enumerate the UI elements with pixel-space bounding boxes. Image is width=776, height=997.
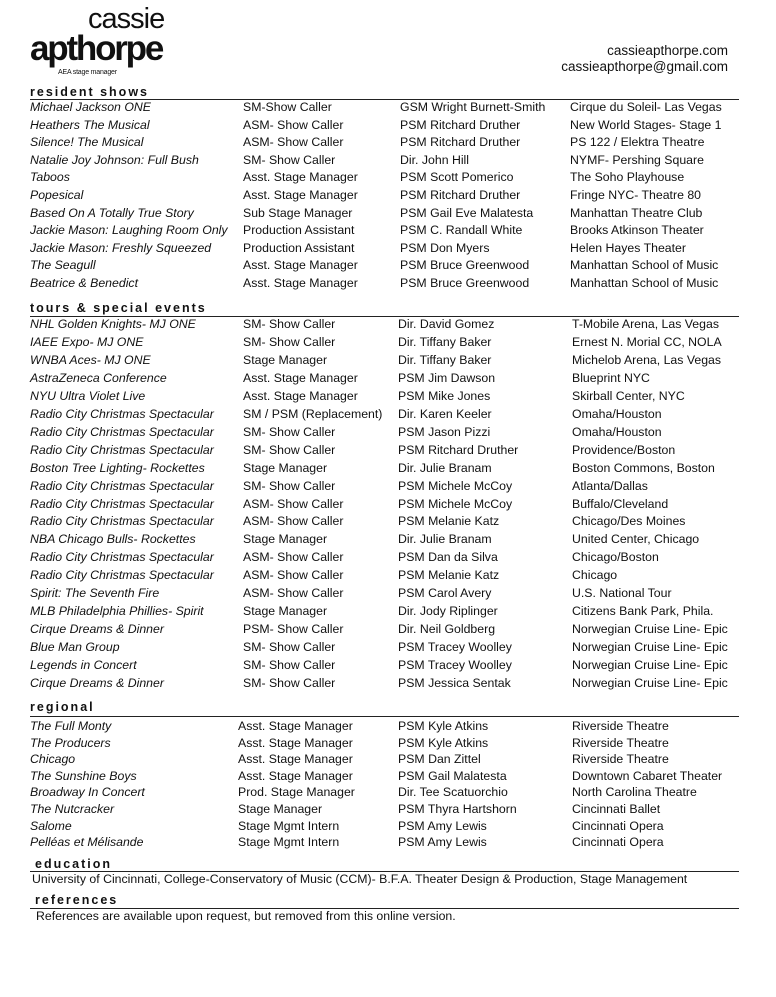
show-title: Radio City Christmas Spectacular [30, 406, 214, 421]
venue: Michelob Arena, Las Vegas [572, 352, 722, 367]
section-divider [30, 716, 739, 717]
table-row [30, 585, 739, 603]
show-title: NHL Golden Knights- MJ ONE [30, 317, 196, 331]
supervisor: Dir. John Hill [400, 152, 470, 167]
table-row [30, 801, 739, 819]
supervisor: GSM Wright Burnett-Smith [400, 100, 546, 114]
position: SM- Show Caller [243, 152, 336, 167]
education-text: University of Cincinnati, College-Conservatory of Music (CCM)- B.F.A. Theater Design & Production, Stage Management [32, 872, 688, 886]
show-title: NYU Ultra Violet Live [30, 388, 146, 403]
show-title: Jackie Mason: Freshly Squeezed [30, 240, 212, 255]
position: SM-Show Caller [243, 100, 332, 114]
supervisor: PSM Jessica Sentak [398, 676, 511, 690]
venue: Norwegian Cruise Line- Epic [572, 640, 728, 655]
supervisor: PSM Ritchard Druther [400, 117, 521, 132]
table-row [30, 187, 739, 205]
venue: U.S. National Tour [572, 586, 672, 601]
position: Stage Manager [243, 604, 328, 619]
show-title: Blue Man Group [30, 640, 120, 655]
venue: Manhattan School of Music [570, 258, 719, 273]
show-title: Popesical [30, 188, 84, 202]
show-title: Silence! The Musical [30, 135, 144, 150]
website-link[interactable]: cassieapthorpe.com [607, 43, 728, 58]
supervisor: Dir. David Gomez [398, 317, 495, 331]
table-row [30, 718, 739, 736]
table-row [30, 549, 739, 567]
venue: Cincinnati Ballet [572, 802, 661, 816]
venue: Cirque du Soleil- Las Vegas [570, 100, 722, 114]
venue: Norwegian Cruise Line- Epic [572, 658, 728, 673]
logo-first-name: cassie [88, 3, 165, 35]
position: PSM- Show Caller [243, 622, 344, 637]
supervisor: PSM C. Randall White [400, 223, 523, 238]
supervisor: PSM Melanie Katz [398, 514, 500, 529]
show-title: NBA Chicago Bulls- Rockettes [30, 532, 196, 547]
venue: Riverside Theatre [572, 752, 669, 767]
table-row [30, 567, 739, 585]
section-title-regional: regional [30, 700, 95, 714]
table-row [30, 316, 739, 334]
supervisor: Dir. Karen Keeler [398, 406, 492, 421]
table-row [30, 834, 739, 852]
venue: Fringe NYC- Theatre 80 [570, 188, 701, 202]
section-title-resident: resident shows [30, 85, 149, 99]
position: ASM- Show Caller [243, 568, 344, 583]
position: SM- Show Caller [243, 442, 336, 457]
position: SM- Show Caller [243, 676, 336, 690]
position: Asst. Stage Manager [243, 370, 358, 385]
show-title: The Nutcracker [30, 802, 115, 816]
supervisor: PSM Mike Jones [398, 388, 491, 403]
table-row [30, 222, 739, 240]
venue: Cincinnati Opera [572, 818, 664, 833]
position: Stage Mgmt Intern [238, 835, 340, 850]
contact-info [561, 43, 728, 75]
venue: Atlanta/Dallas [572, 478, 648, 493]
show-title: Radio City Christmas Spectacular [30, 550, 214, 565]
show-title: Radio City Christmas Spectacular [30, 514, 214, 529]
position: ASM- Show Caller [243, 496, 344, 511]
venue: Chicago/Boston [572, 550, 659, 565]
supervisor: Dir. Jody Riplinger [398, 604, 498, 619]
position: ASM- Show Caller [243, 586, 344, 601]
position: Prod. Stage Manager [238, 785, 355, 800]
position: SM- Show Caller [243, 317, 336, 331]
venue: Riverside Theatre [572, 719, 669, 733]
venue: Buffalo/Cleveland [572, 496, 669, 511]
supervisor: PSM Ritchard Druther [398, 442, 519, 457]
table-row [30, 751, 739, 769]
table-row [30, 388, 739, 406]
show-title: WNBA Aces- MJ ONE [30, 352, 151, 367]
show-title: AstraZeneca Conference [30, 370, 167, 385]
table-row [30, 370, 739, 388]
table-row [30, 513, 739, 531]
table-row [30, 639, 739, 657]
position: Asst. Stage Manager [243, 170, 358, 185]
show-title: Taboos [30, 170, 70, 185]
section-title-education: education [35, 857, 113, 871]
position: SM- Show Caller [243, 334, 336, 349]
venue: Blueprint NYC [572, 370, 650, 385]
table-row [30, 240, 739, 258]
supervisor: PSM Gail Eve Malatesta [400, 205, 534, 220]
table-row [30, 205, 739, 223]
supervisor: Dir. Tiffany Baker [398, 334, 492, 349]
section-title-tours: tours & special events [30, 301, 207, 315]
supervisor: PSM Tracey Woolley [398, 658, 512, 673]
supervisor: PSM Jason Pizzi [398, 424, 491, 439]
supervisor: PSM Bruce Greenwood [400, 276, 530, 290]
venue: New World Stages- Stage 1 [570, 117, 722, 132]
show-title: Salome [30, 818, 72, 833]
show-title: The Full Monty [30, 719, 112, 733]
show-title: MLB Philadelphia Phillies- Spirit [30, 604, 204, 619]
venue: Boston Commons, Boston [572, 460, 715, 475]
table-row [30, 496, 739, 514]
supervisor: PSM Tracey Woolley [398, 640, 512, 655]
show-title: Pelléas et Mélisande [30, 835, 144, 850]
show-title: Beatrice & Benedict [30, 276, 139, 290]
table-row [30, 478, 739, 496]
show-title: The Sunshine Boys [30, 768, 137, 783]
table-row [30, 169, 739, 187]
venue: NYMF- Pershing Square [570, 152, 704, 167]
show-title: Jackie Mason: Laughing Room Only [30, 223, 228, 238]
supervisor: Dir. Julie Branam [398, 532, 492, 547]
venue: Skirball Center, NYC [572, 388, 685, 403]
table-row [30, 621, 739, 639]
show-title: Legends in Concert [30, 658, 137, 673]
supervisor: PSM Ritchard Druther [400, 135, 521, 150]
venue: Brooks Atkinson Theater [570, 223, 704, 238]
supervisor: Dir. Tiffany Baker [398, 352, 492, 367]
table-row [30, 99, 739, 117]
position: Asst. Stage Manager [243, 258, 358, 273]
venue: United Center, Chicago [572, 532, 700, 547]
table-row [30, 768, 739, 786]
supervisor: PSM Don Myers [400, 240, 490, 255]
position: Asst. Stage Manager [243, 388, 358, 403]
show-title: Chicago [30, 752, 76, 767]
venue: Cincinnati Opera [572, 835, 664, 850]
supervisor: PSM Michele McCoy [398, 478, 513, 493]
show-title: Natalie Joy Johnson: Full Bush [30, 152, 199, 167]
venue: The Soho Playhouse [570, 170, 685, 185]
position: Production Assistant [243, 223, 355, 238]
show-title: The Producers [30, 735, 111, 750]
table-row [30, 152, 739, 170]
show-title: Radio City Christmas Spectacular [30, 442, 214, 457]
venue: Riverside Theatre [572, 735, 669, 750]
position: Stage Manager [243, 460, 328, 475]
table-row [30, 603, 739, 621]
supervisor: PSM Dan da Silva [398, 550, 498, 565]
table-row [30, 460, 739, 478]
table-row [30, 424, 739, 442]
venue: Citizens Bank Park, Phila. [572, 604, 714, 619]
position: Asst. Stage Manager [238, 719, 353, 733]
position: Production Assistant [243, 240, 355, 255]
venue: Omaha/Houston [572, 406, 662, 421]
logo-tagline: AEA stage manager [58, 69, 117, 76]
venue: Norwegian Cruise Line- Epic [572, 676, 728, 690]
venue: Providence/Boston [572, 442, 676, 457]
supervisor: Dir. Tee Scatuorchio [398, 785, 508, 800]
position: ASM- Show Caller [243, 135, 344, 150]
table-row [30, 134, 739, 152]
supervisor: PSM Amy Lewis [398, 835, 487, 850]
supervisor: PSM Michele McCoy [398, 496, 513, 511]
show-title: Based On A Totally True Story [30, 205, 194, 220]
venue: PS 122 / Elektra Theatre [570, 135, 705, 150]
show-title: Cirque Dreams & Dinner [30, 676, 164, 690]
position: SM- Show Caller [243, 478, 336, 493]
venue: T-Mobile Arena, Las Vegas [572, 317, 719, 331]
supervisor: PSM Thyra Hartshorn [398, 802, 517, 816]
show-title: Cirque Dreams & Dinner [30, 622, 164, 637]
table-row [30, 406, 739, 424]
references-text: References are available upon request, but removed from this online version. [36, 909, 456, 923]
supervisor: PSM Melanie Katz [398, 568, 500, 583]
table-row [30, 531, 739, 549]
position: SM- Show Caller [243, 424, 336, 439]
show-title: Radio City Christmas Spectacular [30, 496, 214, 511]
position: Stage Manager [238, 802, 323, 816]
position: Asst. Stage Manager [243, 188, 358, 202]
position: Stage Mgmt Intern [238, 818, 340, 833]
show-title: Radio City Christmas Spectacular [30, 478, 214, 493]
logo [30, 4, 180, 84]
position: Sub Stage Manager [243, 205, 353, 220]
venue: Chicago/Des Moines [572, 514, 686, 529]
table-row [30, 442, 739, 460]
show-title: The Seagull [30, 258, 96, 273]
position: Asst. Stage Manager [243, 276, 358, 290]
venue: Norwegian Cruise Line- Epic [572, 622, 728, 637]
venue: Helen Hayes Theater [570, 240, 686, 255]
supervisor: PSM Kyle Atkins [398, 735, 489, 750]
venue: Chicago [572, 568, 618, 583]
supervisor: PSM Bruce Greenwood [400, 258, 530, 273]
venue: Omaha/Houston [572, 424, 662, 439]
table-row [30, 257, 739, 275]
supervisor: PSM Jim Dawson [398, 370, 496, 385]
table-row [30, 675, 739, 693]
email-link[interactable]: cassieapthorpe@gmail.com [561, 59, 728, 74]
supervisor: PSM Dan Zittel [398, 752, 481, 767]
show-title: Michael Jackson ONE [30, 100, 151, 114]
table-row [30, 784, 739, 802]
show-title: Spirit: The Seventh Fire [30, 586, 160, 601]
show-title: Radio City Christmas Spectacular [30, 568, 214, 583]
table-row [30, 657, 739, 675]
position: SM- Show Caller [243, 640, 336, 655]
supervisor: PSM Gail Malatesta [398, 768, 507, 783]
venue: North Carolina Theatre [572, 785, 697, 800]
supervisor: PSM Scott Pomerico [400, 170, 514, 185]
show-title: Boston Tree Lighting- Rockettes [30, 460, 205, 475]
show-title: IAEE Expo- MJ ONE [30, 334, 144, 349]
table-row [30, 117, 739, 135]
show-title: Broadway In Concert [30, 785, 145, 800]
table-row [30, 334, 739, 352]
venue: Manhattan School of Music [570, 276, 719, 290]
position: Stage Manager [243, 352, 328, 367]
venue: Manhattan Theatre Club [570, 205, 703, 220]
table-row [30, 818, 739, 836]
supervisor: PSM Carol Avery [398, 586, 492, 601]
table-row [30, 735, 739, 753]
position: Stage Manager [243, 532, 328, 547]
section-title-references: references [35, 893, 119, 907]
supervisor: Dir. Julie Branam [398, 460, 492, 475]
supervisor: PSM Ritchard Druther [400, 188, 521, 202]
supervisor: Dir. Neil Goldberg [398, 622, 496, 637]
position: ASM- Show Caller [243, 514, 344, 529]
position: Asst. Stage Manager [238, 735, 353, 750]
position: ASM- Show Caller [243, 117, 344, 132]
show-title: Radio City Christmas Spectacular [30, 424, 214, 439]
position: Asst. Stage Manager [238, 752, 353, 767]
position: SM / PSM (Replacement) [243, 406, 383, 421]
position: ASM- Show Caller [243, 550, 344, 565]
position: SM- Show Caller [243, 658, 336, 673]
venue: Downtown Cabaret Theater [572, 768, 723, 783]
supervisor: PSM Kyle Atkins [398, 719, 489, 733]
logo-last-name: apthorpe [30, 29, 163, 68]
supervisor: PSM Amy Lewis [398, 818, 487, 833]
position: Asst. Stage Manager [238, 768, 353, 783]
show-title: Heathers The Musical [30, 117, 150, 132]
table-row [30, 352, 739, 370]
table-row [30, 275, 739, 293]
venue: Ernest N. Morial CC, NOLA [572, 334, 722, 349]
